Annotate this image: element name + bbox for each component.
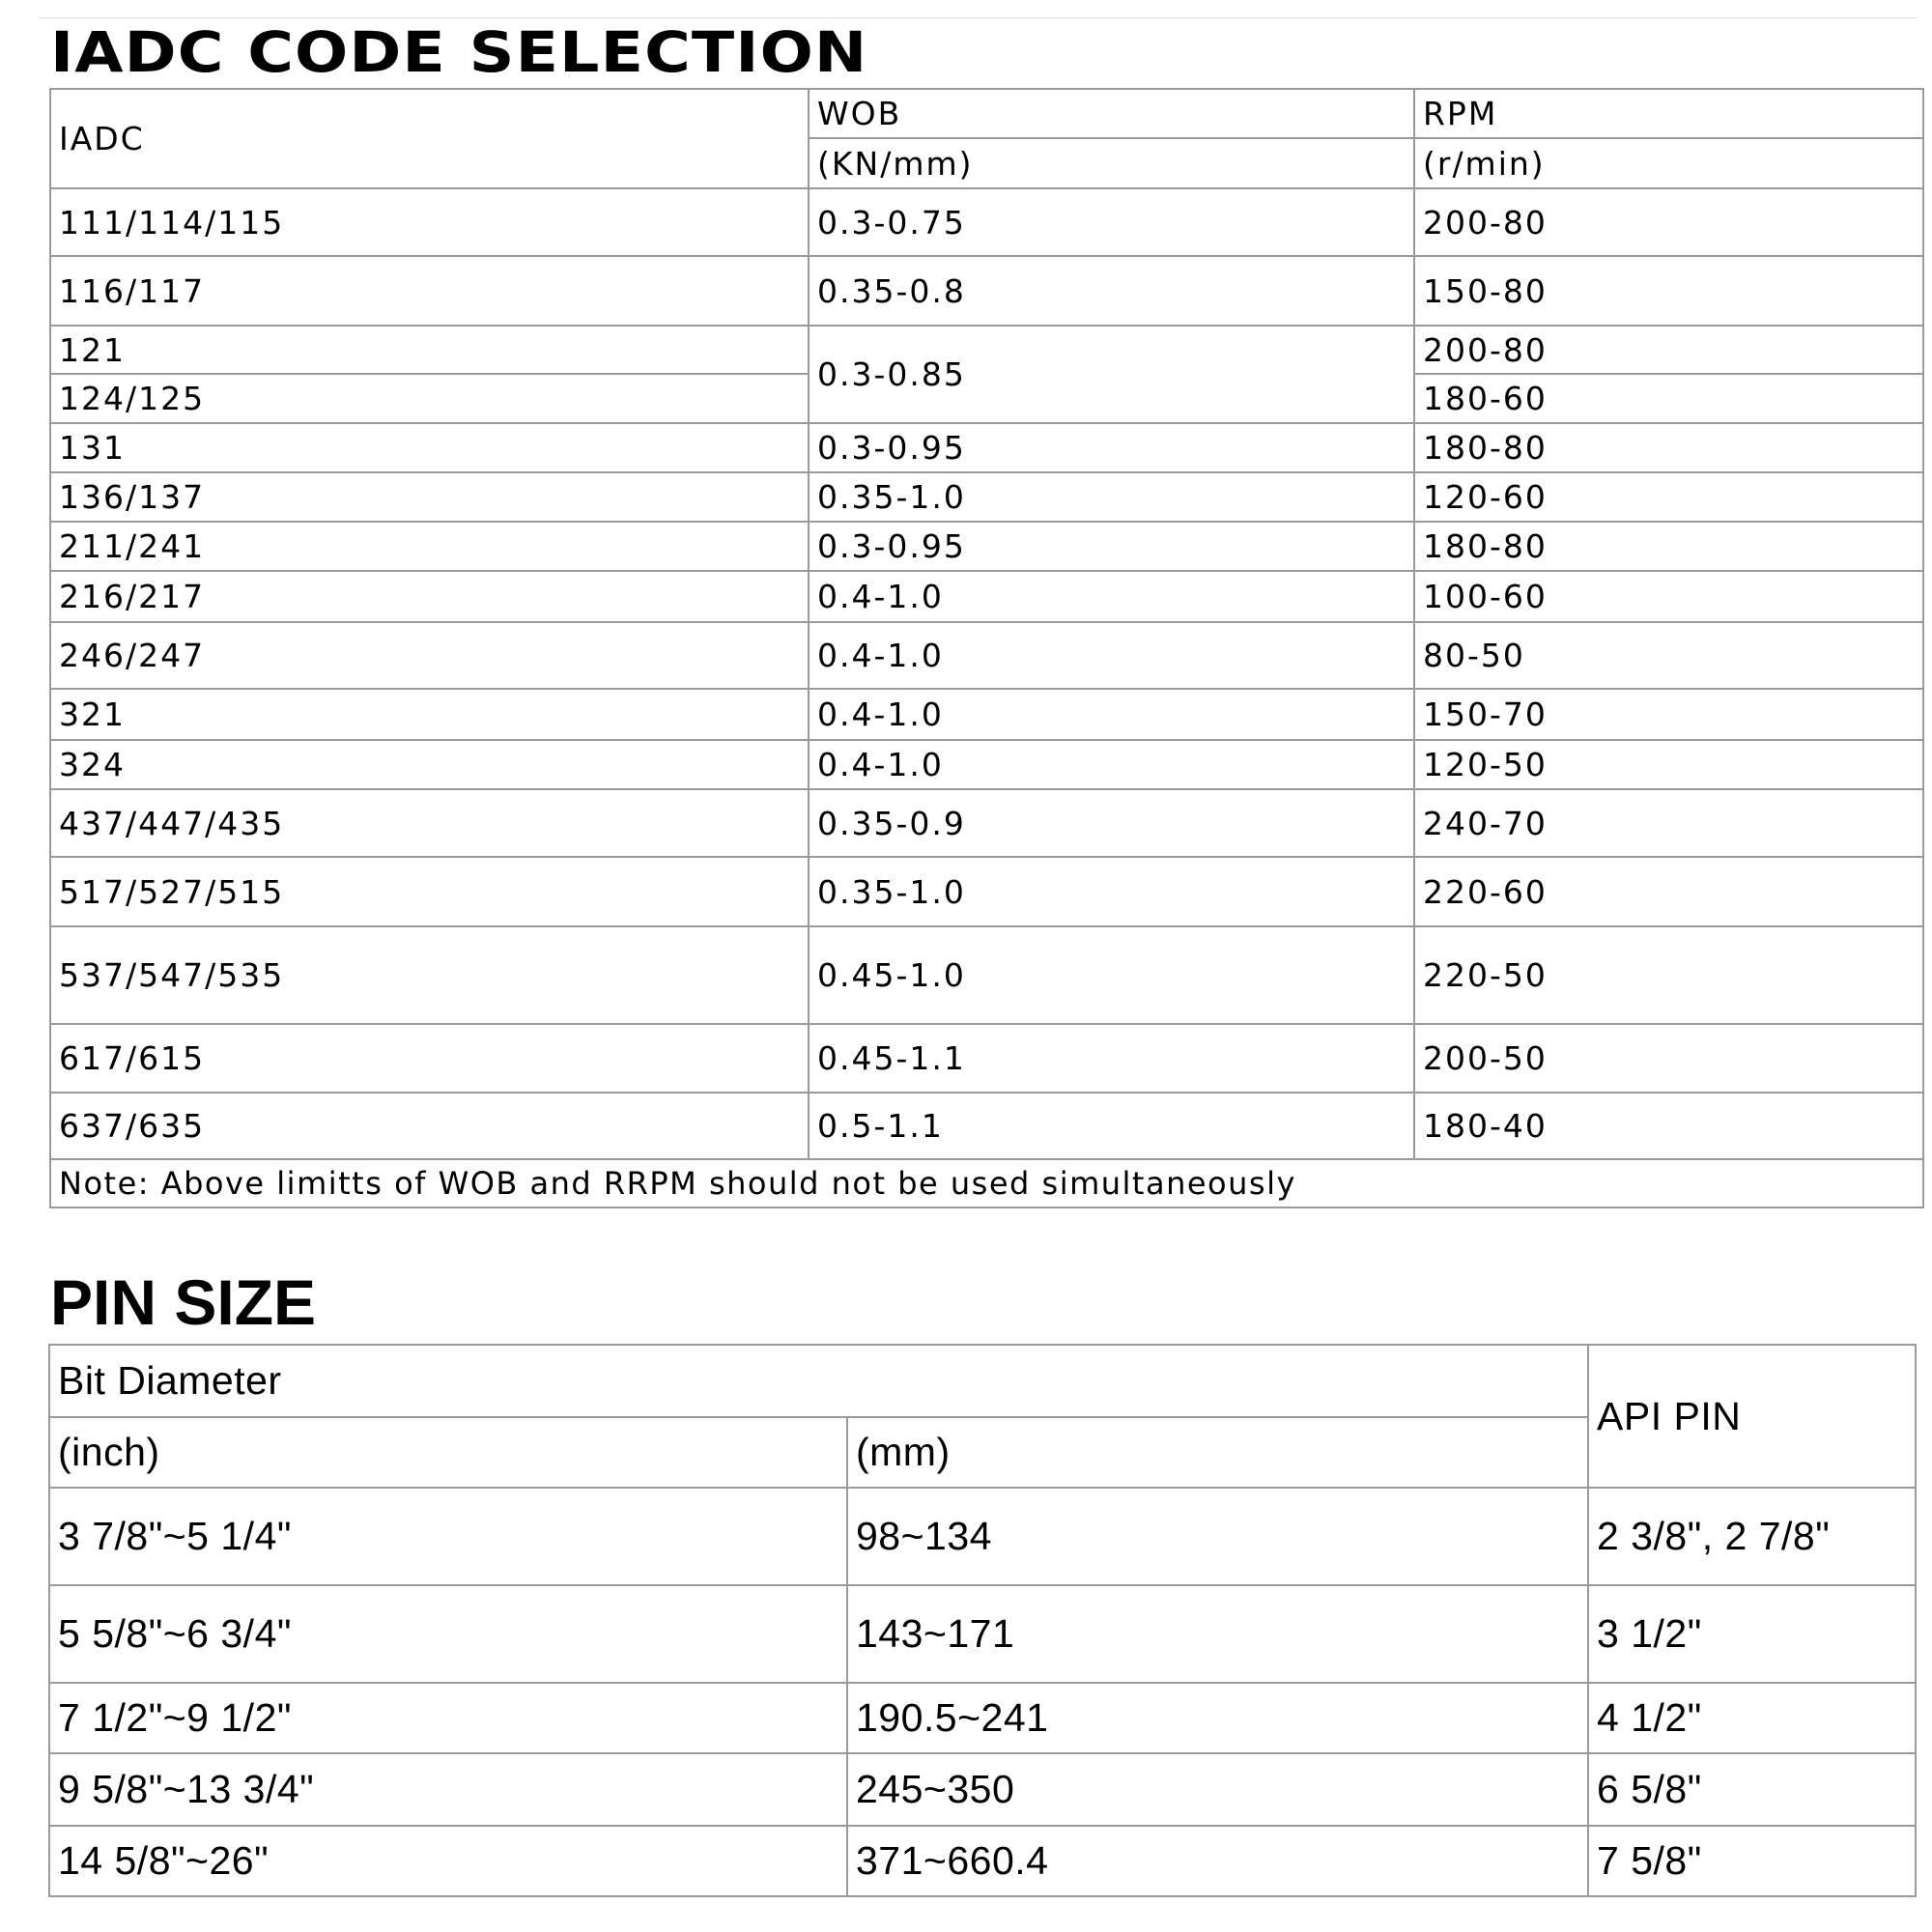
- iadc-code-cell: 121: [50, 326, 809, 374]
- iadc-code-cell: 617/615: [50, 1024, 809, 1093]
- rpm-cell: 220-50: [1414, 926, 1923, 1024]
- rpm-cell: 180-80: [1414, 522, 1923, 571]
- rpm-cell: 220-60: [1414, 857, 1923, 926]
- table-row: [50, 1093, 1923, 1159]
- table-row: [50, 789, 1923, 857]
- table-row: [49, 1753, 1916, 1826]
- rpm-cell: 120-50: [1414, 740, 1923, 789]
- table-row: [50, 622, 1923, 689]
- wob-cell-merged: 0.3-0.85: [809, 326, 1414, 423]
- table-row: [50, 256, 1923, 326]
- iadc-code-cell: 116/117: [50, 256, 809, 326]
- table-row: [50, 740, 1923, 789]
- wob-cell: 0.45-1.0: [809, 926, 1414, 1024]
- rpm-cell: 200-50: [1414, 1024, 1923, 1093]
- table-row: [50, 522, 1923, 571]
- mm-cell: 143~171: [847, 1585, 1588, 1683]
- header-inch: (inch): [49, 1417, 847, 1488]
- api-pin-cell: 6 5/8": [1588, 1753, 1916, 1826]
- wob-cell: 0.4-1.0: [809, 740, 1414, 789]
- header-bit-diameter: Bit Diameter: [49, 1345, 1588, 1417]
- table-row: [49, 1826, 1916, 1896]
- table-note: Note: Above limitts of WOB and RRPM should not be used simultaneously: [50, 1159, 1923, 1208]
- table-row: [49, 1683, 1916, 1753]
- rpm-cell: 80-50: [1414, 622, 1923, 689]
- pin-size-section-title: PIN SIZE: [50, 1266, 317, 1338]
- wob-cell: 0.4-1.0: [809, 689, 1414, 740]
- table-row: [50, 326, 1923, 374]
- mm-cell: 371~660.4: [847, 1826, 1588, 1896]
- header-iadc: IADC: [50, 89, 809, 188]
- rpm-cell: 180-40: [1414, 1093, 1923, 1159]
- table-row: [50, 423, 1923, 472]
- mm-cell: 245~350: [847, 1753, 1588, 1826]
- iadc-code-cell: 111/114/115: [50, 188, 809, 256]
- rpm-cell: 200-80: [1414, 188, 1923, 256]
- table-row: [49, 1585, 1916, 1683]
- pin-size-table: [48, 1344, 1917, 1897]
- api-pin-cell: 3 1/2": [1588, 1585, 1916, 1683]
- inch-cell: 3 7/8"~5 1/4": [49, 1488, 847, 1585]
- mm-cell: 98~134: [847, 1488, 1588, 1585]
- rpm-cell: 100-60: [1414, 571, 1923, 622]
- api-pin-cell: 2 3/8", 2 7/8": [1588, 1488, 1916, 1585]
- inch-cell: 5 5/8"~6 3/4": [49, 1585, 847, 1683]
- iadc-code-cell: 537/547/535: [50, 926, 809, 1024]
- wob-cell: 0.35-0.8: [809, 256, 1414, 326]
- wob-cell: 0.4-1.0: [809, 622, 1414, 689]
- iadc-code-cell: 324: [50, 740, 809, 789]
- rpm-cell: 240-70: [1414, 789, 1923, 857]
- iadc-code-cell: 321: [50, 689, 809, 740]
- table-row: [50, 1024, 1923, 1093]
- iadc-code-cell: 437/447/435: [50, 789, 809, 857]
- table-row: [49, 1488, 1916, 1585]
- iadc-code-cell: 124/125: [50, 374, 809, 423]
- inch-cell: 14 5/8"~26": [49, 1826, 847, 1896]
- wob-cell: 0.3-0.95: [809, 522, 1414, 571]
- header-wob-unit: (KN/mm): [809, 138, 1414, 188]
- table-row: [50, 188, 1923, 256]
- wob-cell: 0.5-1.1: [809, 1093, 1414, 1159]
- wob-cell: 0.3-0.75: [809, 188, 1414, 256]
- top-divider: [39, 17, 1918, 18]
- api-pin-cell: 7 5/8": [1588, 1826, 1916, 1896]
- wob-cell: 0.45-1.1: [809, 1024, 1414, 1093]
- wob-cell: 0.3-0.95: [809, 423, 1414, 472]
- rpm-cell: 150-80: [1414, 256, 1923, 326]
- header-rpm: RPM: [1414, 89, 1923, 138]
- inch-cell: 9 5/8"~13 3/4": [49, 1753, 847, 1826]
- api-pin-cell: 4 1/2": [1588, 1683, 1916, 1753]
- wob-cell: 0.35-0.9: [809, 789, 1414, 857]
- header-mm: (mm): [847, 1417, 1588, 1488]
- table-row: [50, 689, 1923, 740]
- iadc-section-title: IADC CODE SELECTION: [50, 19, 868, 85]
- iadc-code-cell: 517/527/515: [50, 857, 809, 926]
- table-row: [50, 857, 1923, 926]
- rpm-cell: 120-60: [1414, 472, 1923, 522]
- header-api-pin: API PIN: [1588, 1345, 1916, 1488]
- iadc-table: [49, 88, 1924, 1208]
- table-row: [50, 472, 1923, 522]
- table-row: [50, 571, 1923, 622]
- rpm-cell: 180-80: [1414, 423, 1923, 472]
- table-row: [50, 926, 1923, 1024]
- header-rpm-unit: (r/min): [1414, 138, 1923, 188]
- rpm-cell: 200-80: [1414, 326, 1923, 374]
- wob-cell: 0.35-1.0: [809, 472, 1414, 522]
- inch-cell: 7 1/2"~9 1/2": [49, 1683, 847, 1753]
- iadc-code-cell: 131: [50, 423, 809, 472]
- iadc-code-cell: 136/137: [50, 472, 809, 522]
- mm-cell: 190.5~241: [847, 1683, 1588, 1753]
- iadc-code-cell: 637/635: [50, 1093, 809, 1159]
- rpm-cell: 180-60: [1414, 374, 1923, 423]
- iadc-code-cell: 211/241: [50, 522, 809, 571]
- header-wob: WOB: [809, 89, 1414, 138]
- wob-cell: 0.4-1.0: [809, 571, 1414, 622]
- iadc-code-cell: 246/247: [50, 622, 809, 689]
- iadc-code-cell: 216/217: [50, 571, 809, 622]
- rpm-cell: 150-70: [1414, 689, 1923, 740]
- wob-cell: 0.35-1.0: [809, 857, 1414, 926]
